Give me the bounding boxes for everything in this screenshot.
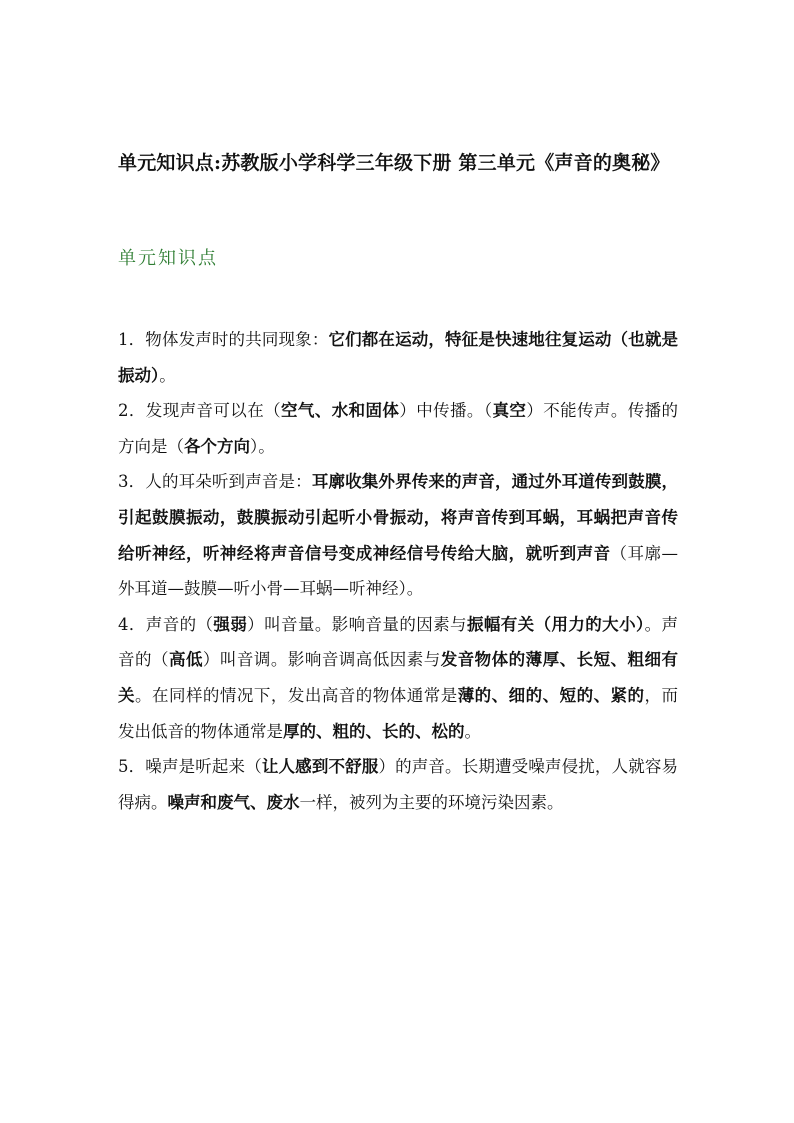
emphasis-text: 耳廓收集外界传来的声音，通过外耳道传到鼓膜，引起鼓膜振动，鼓膜振动引起听小骨振动，将声音传到耳蜗，耳蜗把声音传给听神经，听神经将声音信号变成神经信号传给大脑，就听到声音 xyxy=(118,472,679,563)
emphasis-text: 让人感到不舒服 xyxy=(261,757,379,777)
emphasis-text: 真空 xyxy=(492,401,527,421)
emphasis-text: 噪声和废气、废水 xyxy=(167,792,300,812)
body-text: ）不能传声。传播的方向是（ xyxy=(118,401,679,456)
knowledge-item-2 xyxy=(118,393,678,464)
body-text: 4．声音的（ xyxy=(118,614,214,634)
body-text: ）叫音量。影响音量的因素与 xyxy=(247,614,467,634)
body-text: ）中传播。（ xyxy=(399,401,493,421)
emphasis-text: 薄的、细的、短的、紧的 xyxy=(457,685,645,705)
document-body xyxy=(118,322,678,820)
emphasis-text: 高低 xyxy=(168,650,203,670)
emphasis-text: 振幅有关（用力的大小） xyxy=(466,614,645,634)
page-title: 单元知识点:苏教版小学科学三年级下册 第三单元《声音的奥秘》 xyxy=(118,152,670,174)
emphasis-text: 强弱 xyxy=(213,614,248,634)
knowledge-item-5 xyxy=(118,749,678,820)
body-text: 。 xyxy=(159,365,176,385)
body-text: ）叫音调。影响音调高低因素与 xyxy=(202,650,441,670)
body-text: 一样，被列为主要的环境污染因素。 xyxy=(299,792,564,812)
emphasis-text: 它们都在运动，特征是快速地往复运动（也就是振动） xyxy=(118,330,678,385)
body-text: 。在同样的情况下，发出高音的物体通常是 xyxy=(134,685,458,705)
body-text: 5．噪声是听起来（ xyxy=(118,757,262,777)
emphasis-text: 发音物体的薄厚、长短、粗细有关 xyxy=(118,650,678,705)
emphasis-text: 各个方向 xyxy=(184,436,250,456)
knowledge-item-4 xyxy=(118,607,678,749)
body-text: 3．人的耳朵听到声音是： xyxy=(118,472,312,492)
section-heading: 单元知识点 xyxy=(118,248,218,269)
knowledge-item-1 xyxy=(118,322,678,393)
body-text: ）。 xyxy=(250,436,275,456)
emphasis-text: 厚的、粗的、长的、松的 xyxy=(283,721,465,741)
emphasis-text: 空气、水和固体 xyxy=(281,401,400,421)
body-text: 。声音的（ xyxy=(118,614,679,670)
body-text: ）的声音。长期遭受噪声侵扰，人就容易得病。 xyxy=(118,757,679,812)
body-text: 1．物体发声时的共同现象： xyxy=(118,330,329,349)
body-text: ，而发出低音的物体通常是 xyxy=(118,685,678,741)
body-text: （耳廓—外耳道—鼓膜—听小骨—耳蜗—听神经）。 xyxy=(118,543,678,599)
body-text: 。 xyxy=(464,721,481,741)
body-text: 2．发现声音可以在（ xyxy=(118,401,282,421)
knowledge-item-3 xyxy=(118,464,678,606)
